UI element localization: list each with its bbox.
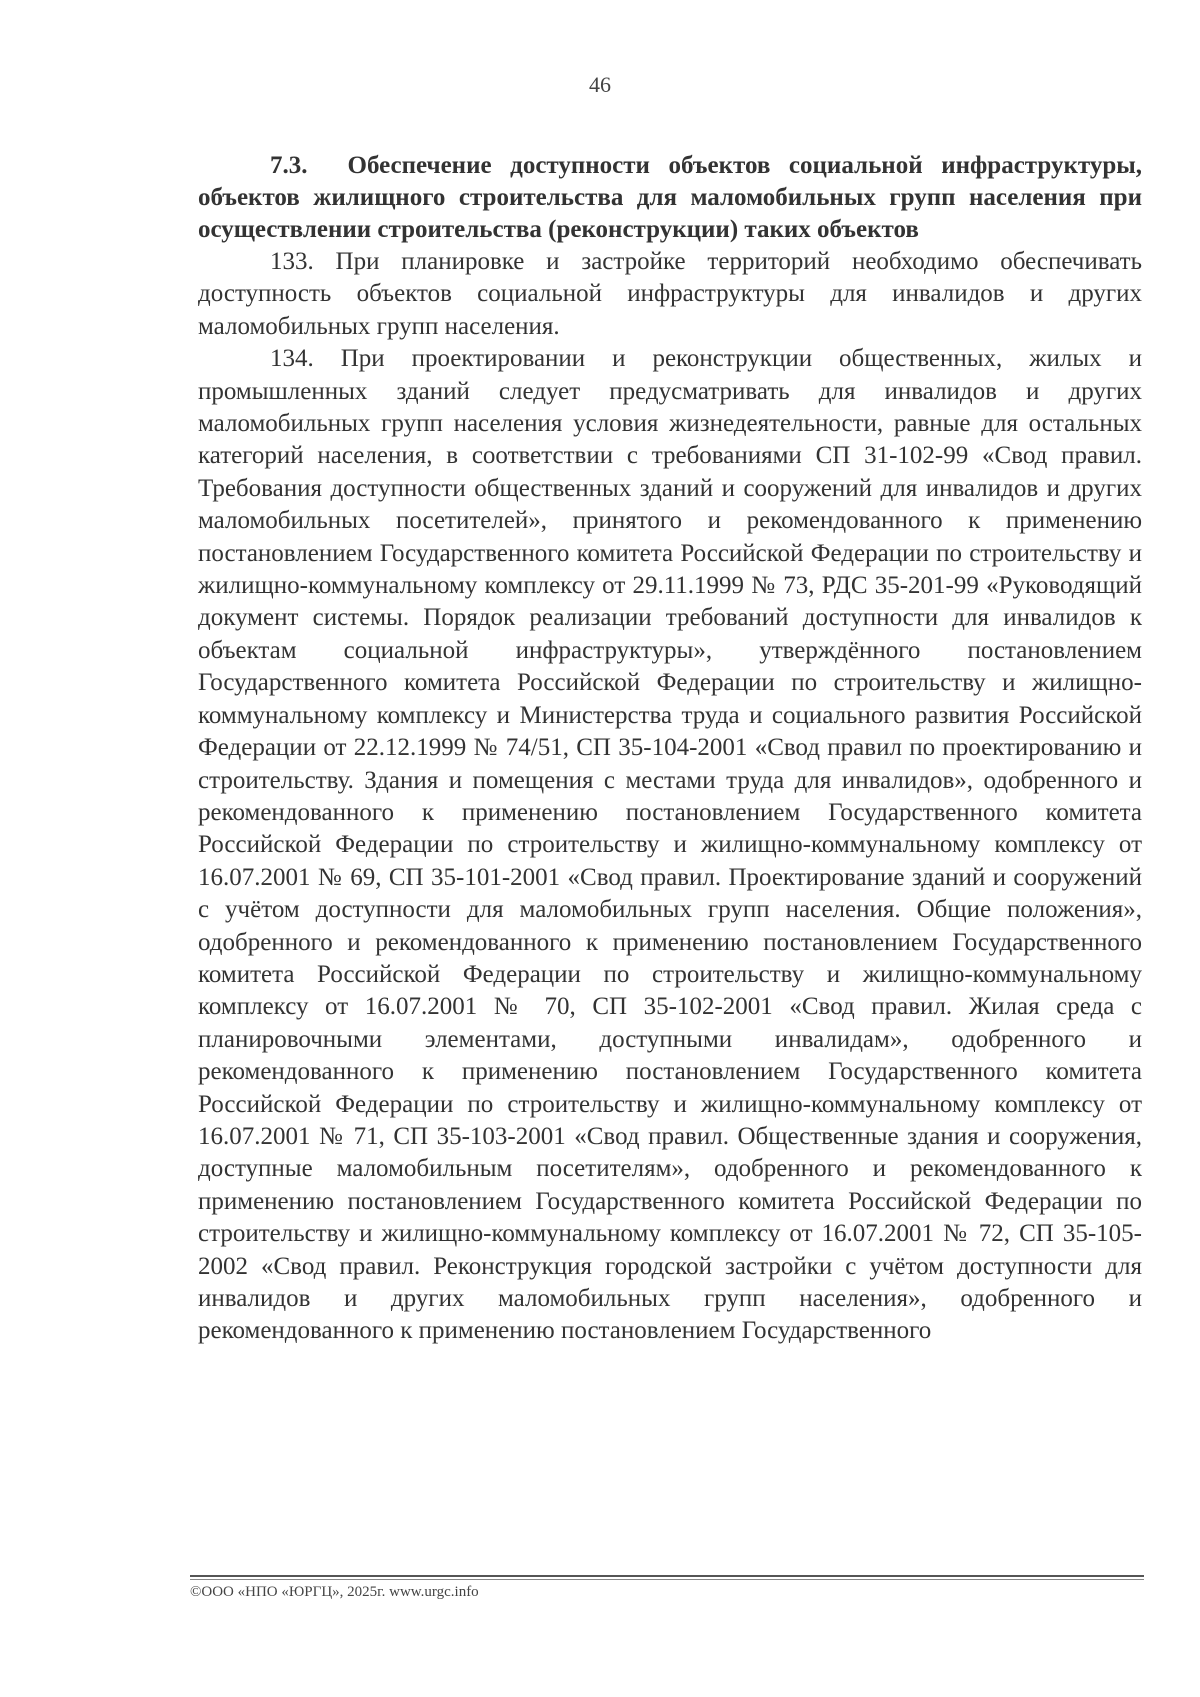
section-title: Обеспечение доступности объектов социальной инфраструктуры, объектов жилищного строительства для маломобильных групп населения при осуществлении строительства (реконструкции) таких объектов [198, 152, 1142, 243]
paragraph-133: 133. При планировке и застройке территорий необходимо обеспечивать доступность объектов социальной инфраструктуры для инвалидов и других маломобильных групп населения. [198, 248, 1142, 340]
section-heading [198, 150, 1142, 246]
footer-divider [190, 1575, 1144, 1577]
paragraph-134: 134. При проектировании и реконструкции общественных, жилых и промышленных зданий следует предусматривать для инвалидов и других маломобильных групп населения условия жизнедеятельности, равные для остальных категорий населения, в соответствии с требованиями СП 31-102-99 «Свод правил. Требования доступности общественных зданий и сооружений для инвалидов и других маломобильных посетителей», принятого и рекомендованного к применению постановлением Государственного комитета Российской Федерации по строительству и жилищно-коммунальному комплексу от 29.11.1999 № 73, РДС 35-201-99 «Руководящий документ системы. Порядок реализации требований доступности для инвалидов к объектам социальной инфраструктуры», утверждённого постановлением Государственного комитета Российской Федерации по строительству и жилищно-коммунальному комплексу и Министерства труда и социального развития Российской Федерации от 22.12.1999 № 74/51, СП 35-104-2001 «Свод правил по проектированию и строительству. Здания и помещения с местами труда для инвалидов», одобренного и рекомендованного к применению постановлением Государственного комитета Российской Федерации по строительству и жилищно-коммунальному комплексу от 16.07.2001 № 69, СП 35-101-2001 «Свод правил. Проектирование зданий и сооружений с учётом доступности для маломобильных групп населения. Общие положения», одобренного и рекомендованного к применению постановлением Государственного комитета Российской Федерации по строительству и жилищно-коммунальному комплексу от 16.07.2001 № 70, СП 35-102-2001 «Свод правил. Жилая среда с планировочными элементами, доступными инвалидам», одобренного и рекомендованного к применению постановлением Государственного комитета Российской Федерации по строительству и жилищно-коммунальному комплексу от 16.07.2001 № 71, СП 35-103-2001 «Свод правил. Общественные здания и сооружения, доступные маломобильным посетителям», одобренного и рекомендованного к применению постановлением Государственного комитета Российской Федерации по строительству и жилищно-коммунальному комплексу от 16.07.2001 № 72, СП 35-105-2002 «Свод правил. Реконструкция городской застройки с учётом доступности для инвалидов и других маломобильных групп населения», одобренного и рекомендованного к применению постановлением Государственного [198, 345, 1142, 1345]
footer-divider-secondary [190, 1579, 1144, 1580]
footer-copyright: ©ООО «НПО «ЮРГЦ», 2025г. www.urgc.info [190, 1584, 479, 1600]
section-number: 7.3. [270, 152, 308, 179]
page-number: 46 [589, 72, 611, 97]
document-body [198, 150, 1142, 1348]
